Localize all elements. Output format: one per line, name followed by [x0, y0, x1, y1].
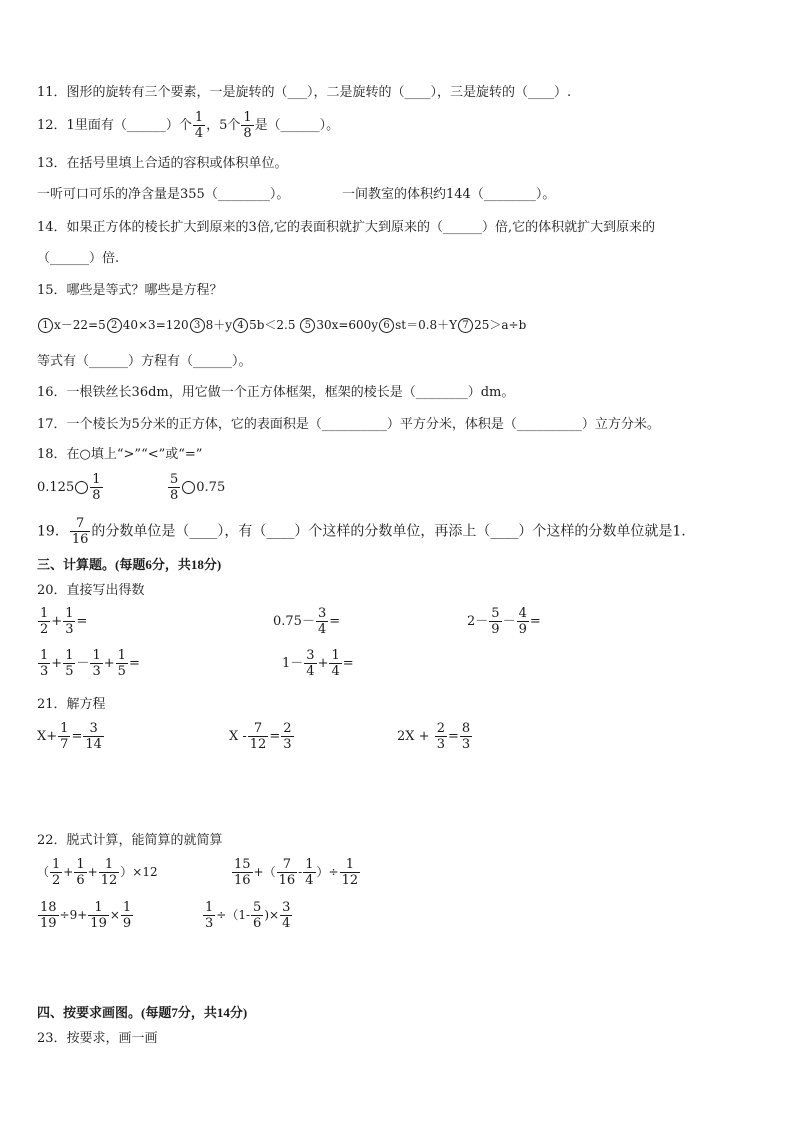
expression-4 — [202, 900, 293, 931]
fraction — [74, 857, 86, 888]
fraction-numerator: 8 — [461, 721, 471, 736]
text-segment: X+ — [37, 729, 58, 744]
fraction-numerator: 1 — [88, 900, 109, 916]
text-segment: = — [329, 614, 341, 629]
text-segment: 是（______）。 — [254, 118, 340, 133]
fraction — [517, 606, 529, 637]
text-segment: ÷（1- — [216, 908, 251, 922]
text-segment: = — [529, 614, 541, 629]
fraction-numerator: 1 — [99, 857, 120, 873]
fraction-numerator: 1 — [305, 857, 314, 872]
fraction — [316, 606, 328, 637]
expression-3 — [37, 900, 134, 931]
fraction-denominator: 3 — [283, 737, 292, 752]
calc-4 — [37, 648, 140, 679]
text-segment: st＝0.8＋Y — [395, 318, 458, 332]
fraction-denominator: 5 — [117, 664, 126, 679]
fraction-numerator: 7 — [277, 857, 298, 873]
fraction-denominator: 9 — [122, 916, 132, 931]
expression-1 — [37, 857, 158, 888]
fraction-denominator: 12 — [249, 737, 267, 752]
fraction-denominator: 19 — [40, 916, 57, 931]
fraction-denominator: 3 — [205, 916, 214, 931]
text-segment: 40×3=120 — [122, 318, 189, 332]
equation-3 — [397, 721, 473, 752]
fraction — [280, 900, 292, 931]
fraction — [50, 857, 62, 888]
fraction — [83, 721, 104, 752]
question-15-items — [37, 316, 526, 334]
text-segment: 12．1里面有（______）个 — [37, 118, 192, 133]
fraction-denominator: 2 — [52, 873, 61, 888]
fraction-denominator: 4 — [317, 622, 327, 637]
fraction-denominator: 7 — [60, 737, 69, 752]
text-segment: 19． — [37, 523, 69, 540]
question-18-a — [37, 472, 104, 503]
fraction-denominator: 9 — [491, 622, 500, 637]
text-segment: = — [342, 656, 354, 671]
text-segment: ，5个 — [206, 118, 241, 133]
fraction-numerator: 1 — [122, 900, 132, 915]
fraction-numerator: 1 — [205, 900, 214, 915]
fraction — [38, 606, 50, 637]
text-segment: ） — [120, 865, 133, 879]
text-segment: - — [298, 865, 303, 879]
fraction-numerator: 5 — [170, 472, 179, 487]
fraction — [232, 857, 253, 888]
question-23: 23．按要求，画一画 — [37, 1031, 158, 1046]
fraction-denominator: 19 — [90, 916, 107, 931]
circled-number: 1 — [38, 318, 53, 333]
fraction — [435, 721, 447, 752]
question-19 — [37, 516, 686, 547]
question-14-line1: 14．如果正方体的棱长扩大到原来的3倍,它的表面积就扩大到原来的（______）倍,它的体积就扩大到原来的 — [37, 220, 656, 235]
calc-1 — [37, 606, 87, 637]
text-segment: + — [317, 656, 329, 671]
fraction-denominator: 4 — [331, 664, 340, 679]
fraction-numerator: 5 — [491, 606, 500, 621]
fraction-denominator: 3 — [40, 664, 49, 679]
text-segment: 2－ — [467, 614, 489, 629]
fraction-denominator: 3 — [436, 737, 445, 752]
text-segment: 0.125 — [37, 480, 75, 495]
text-segment: － — [76, 656, 90, 671]
fraction-denominator: 3 — [65, 622, 74, 637]
fraction — [281, 721, 293, 752]
expression-2 — [231, 857, 361, 888]
fraction-numerator: 2 — [436, 721, 445, 736]
fraction-denominator: 5 — [65, 664, 74, 679]
fraction — [193, 110, 205, 141]
text-segment: + — [87, 865, 98, 879]
section-3-title: 三、计算题。(每题6分，共18分) — [37, 557, 222, 572]
text-segment: ) — [264, 908, 269, 922]
text-segment: + — [51, 614, 63, 629]
text-segment: － — [502, 614, 516, 629]
fraction-denominator: 4 — [305, 873, 314, 888]
circled-number: 2 — [107, 318, 122, 333]
fraction-numerator: 3 — [317, 606, 327, 621]
text-segment: = — [447, 729, 459, 744]
fraction-numerator: 1 — [340, 857, 361, 873]
fraction — [88, 900, 109, 931]
fraction — [329, 648, 341, 679]
fraction-denominator: 8 — [243, 126, 252, 141]
calc-2 — [273, 606, 340, 637]
fraction-numerator: 1 — [65, 606, 74, 621]
fraction — [304, 648, 316, 679]
fraction-numerator: 3 — [282, 900, 291, 915]
fraction — [460, 721, 472, 752]
fraction-denominator: 16 — [234, 873, 251, 888]
text-segment: + — [51, 656, 63, 671]
text-segment: 的分数单位是（____），有（____）个这样的分数单位，再添上（____）个这样的分数单位就是1. — [91, 523, 686, 540]
question-18-b — [167, 472, 225, 503]
question-22: 22．脱式计算，能简算的就简算 — [37, 833, 223, 848]
text-segment: x－22=5 — [54, 318, 106, 332]
question-13-right: 一间教室的体积约144（________）。 — [342, 187, 556, 202]
fraction — [90, 648, 102, 679]
circled-number: 6 — [379, 318, 394, 333]
text-segment: ÷ — [328, 865, 339, 879]
circled-number: 3 — [190, 318, 205, 333]
fraction — [58, 721, 70, 752]
text-segment: ×12 — [132, 865, 158, 879]
fraction-denominator: 16 — [71, 532, 89, 547]
question-12 — [37, 110, 339, 141]
fraction-denominator: 4 — [282, 916, 291, 931]
section-4-title: 四、按要求画图。(每题7分，共14分) — [37, 1005, 248, 1020]
fraction — [340, 857, 361, 888]
fraction-denominator: 8 — [92, 488, 101, 503]
text-segment: 30x=600y — [316, 318, 379, 332]
question-17: 17．一个棱长为5分米的正方体，它的表面积是（__________）平方分米，体积是（__________）立方分米。 — [37, 417, 660, 432]
fraction-numerator: 1 — [331, 648, 340, 663]
text-segment: = — [71, 729, 83, 744]
fraction — [251, 900, 263, 931]
fraction-numerator: 1 — [65, 648, 74, 663]
text-segment: 2X + — [397, 729, 430, 744]
question-16: 16．一根铁丝长36dm，用它做一个正方体框架，框架的棱长是（________）dm。 — [37, 385, 515, 400]
question-18: 18．在○填上“>”“<”或“=” — [37, 447, 203, 462]
fraction — [489, 606, 501, 637]
question-15-answer: 等式有（______）方程有（______）。 — [37, 354, 252, 369]
fraction-denominator: 12 — [341, 873, 359, 888]
text-segment: ÷9+ — [59, 908, 88, 922]
fraction-numerator: 4 — [518, 606, 527, 621]
fraction — [63, 648, 75, 679]
equation-1 — [37, 721, 105, 752]
fraction — [116, 648, 128, 679]
fraction-numerator: 1 — [117, 648, 126, 663]
fraction — [303, 857, 315, 888]
calc-3 — [467, 606, 541, 637]
fraction-numerator: 1 — [60, 721, 69, 736]
question-21: 21．解方程 — [37, 697, 106, 712]
fraction-denominator: 6 — [253, 916, 262, 931]
circled-number: 5 — [300, 318, 315, 333]
fraction-numerator: 1 — [194, 110, 204, 125]
fraction-numerator: 15 — [234, 857, 251, 872]
circled-number: 7 — [458, 318, 473, 333]
fraction-numerator: 1 — [76, 857, 85, 872]
fraction — [38, 648, 50, 679]
fraction — [99, 857, 120, 888]
question-20: 20．直接写出得数 — [37, 583, 145, 598]
fraction — [277, 857, 298, 888]
fraction-numerator: 7 — [70, 516, 91, 532]
text-segment: + — [253, 865, 264, 879]
fraction-denominator: 16 — [278, 873, 296, 888]
fraction-denominator: 9 — [518, 622, 527, 637]
question-13: 13．在括号里填上合适的容积或体积单位。 — [37, 156, 288, 171]
text-segment: 1－ — [282, 656, 304, 671]
fraction-numerator: 1 — [92, 472, 101, 487]
fraction — [241, 110, 253, 141]
fraction — [63, 606, 75, 637]
question-14-line2: （______）倍. — [37, 251, 120, 266]
circle-blank — [182, 481, 195, 494]
fraction-numerator: 7 — [248, 721, 269, 737]
text-segment: = — [269, 729, 281, 744]
fraction — [70, 516, 91, 547]
text-segment: 0.75 — [196, 480, 226, 495]
fraction-denominator: 4 — [306, 664, 315, 679]
fraction-denominator: 8 — [170, 488, 179, 503]
fraction-numerator: 5 — [253, 900, 262, 915]
text-segment: 25＞a÷b — [474, 318, 527, 332]
circled-number: 4 — [233, 318, 248, 333]
question-15: 15．哪些是等式？哪些是方程？ — [37, 283, 223, 298]
fraction — [203, 900, 215, 931]
fraction-denominator: 3 — [92, 664, 101, 679]
fraction-numerator: 1 — [243, 110, 252, 125]
fraction-numerator: 18 — [40, 900, 57, 915]
text-segment: （ — [37, 865, 50, 879]
fraction-numerator: 3 — [306, 648, 315, 663]
fraction — [168, 472, 180, 503]
fraction-numerator: 1 — [40, 606, 49, 621]
text-segment: X - — [229, 729, 247, 744]
circle-blank — [75, 481, 88, 494]
fraction-numerator: 1 — [52, 857, 61, 872]
fraction-numerator: 2 — [283, 721, 292, 736]
text-segment: × — [109, 908, 120, 922]
text-segment: = — [76, 614, 88, 629]
calc-5 — [282, 648, 354, 679]
text-segment: = — [128, 656, 140, 671]
fraction-denominator: 6 — [76, 873, 85, 888]
fraction — [38, 900, 59, 931]
text-segment: 5b＜2.5 — [249, 318, 296, 332]
fraction-numerator: 1 — [40, 648, 49, 663]
fraction-numerator: 1 — [92, 648, 101, 663]
question-11: 11．图形的旋转有三个要素，一是旋转的（___），二是旋转的（____），三是旋转的（____）. — [37, 85, 572, 100]
fraction — [90, 472, 102, 503]
text-segment: + — [103, 656, 115, 671]
fraction-denominator: 14 — [85, 737, 102, 752]
fraction-denominator: 4 — [194, 126, 204, 141]
fraction-denominator: 12 — [100, 873, 118, 888]
text-segment: （ — [263, 865, 276, 879]
fraction-denominator: 3 — [461, 737, 471, 752]
fraction-numerator: 3 — [83, 721, 104, 737]
fraction-denominator: 2 — [40, 622, 49, 637]
text-segment: + — [63, 865, 74, 879]
text-segment: 8＋y — [205, 318, 233, 332]
fraction — [248, 721, 269, 752]
text-segment: × — [269, 908, 280, 922]
text-segment: 0.75－ — [273, 614, 315, 629]
fraction — [121, 900, 133, 931]
text-segment: ） — [316, 865, 329, 879]
question-13-left: 一听可口可乐的净含量是355（________）。 — [37, 187, 290, 202]
equation-2 — [229, 721, 295, 752]
